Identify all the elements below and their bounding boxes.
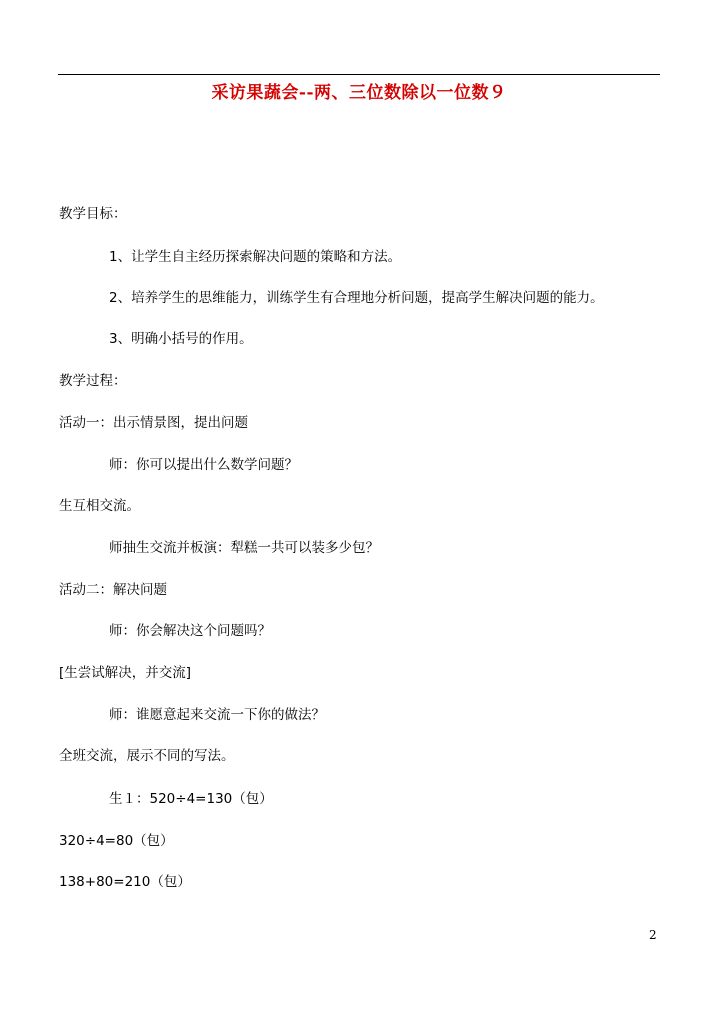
text-line: 教学目标： [59,206,127,222]
text-line: 师：你会解决这个问题吗？ [109,623,271,639]
text-line: [生尝试解决，并交流] [59,665,192,681]
text-line: 生互相交流。 [59,498,140,514]
text-line: 全班交流，展示不同的写法。 [59,748,235,764]
text-line: 活动二：解决问题 [59,582,167,598]
text-line: 活动一：出示情景图，提出问题 [59,415,248,431]
text-line: 生１：520÷4=130（包） [109,791,273,807]
document-title: 采访果蔬会--两、三位数除以一位数９ [211,83,507,103]
header-rule [58,74,660,75]
text-line: 师抽生交流并板演：犁糕一共可以装多少包？ [109,540,379,556]
text-line: 教学过程： [59,373,127,389]
text-line: 320÷4=80（包） [59,833,174,849]
page-number: 2 [649,928,657,942]
text-line: 138+80=210（包） [59,874,191,890]
text-line: 3、明确小括号的作用。 [109,331,253,347]
text-line: 师：你可以提出什么数学问题？ [109,457,298,473]
text-line: 师：谁愿意起来交流一下你的做法？ [109,707,325,723]
text-line: 2、培养学生的思维能力，训练学生有合理地分析问题，提高学生解决问题的能力。 [109,290,604,306]
text-line: 1、让学生自主经历探索解决问题的策略和方法。 [109,249,402,265]
